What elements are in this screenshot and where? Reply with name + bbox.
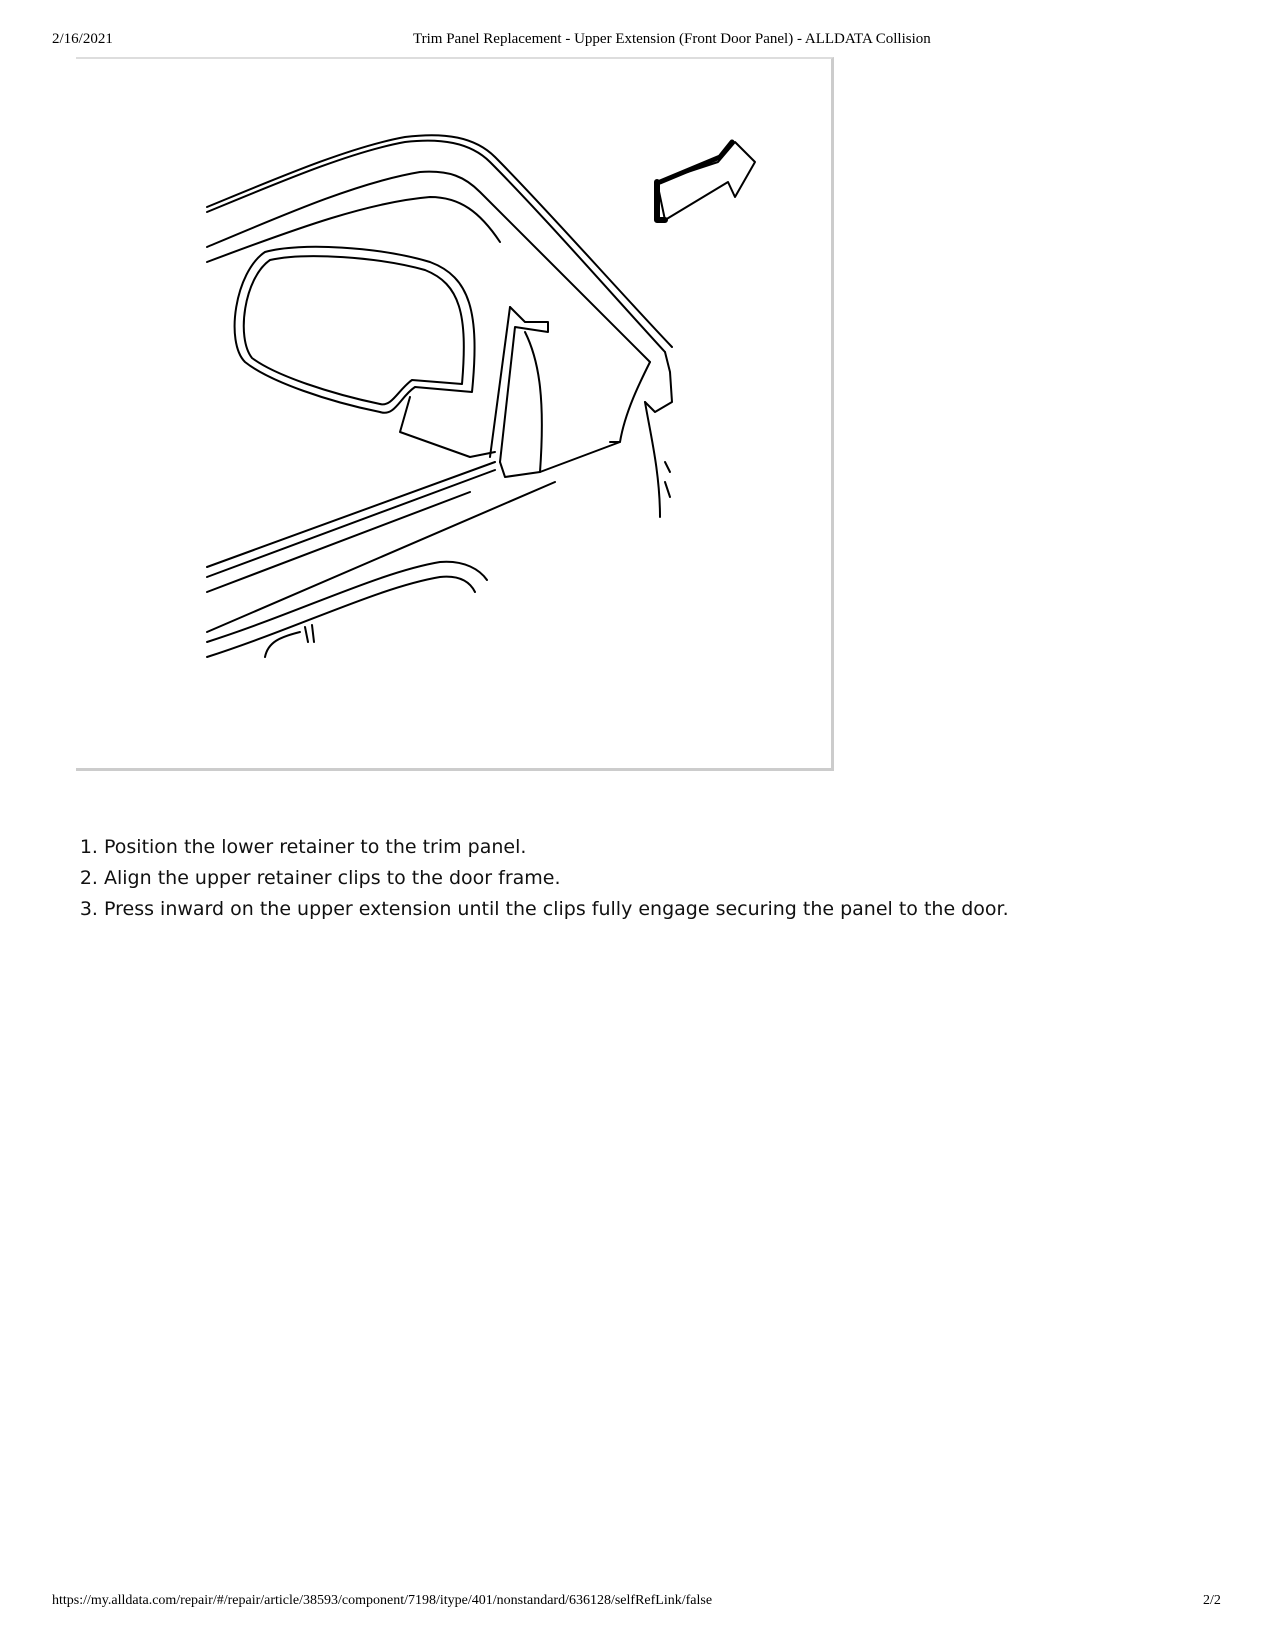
step-item: 2. Align the upper retainer clips to the door frame. bbox=[104, 863, 1009, 894]
instruction-steps bbox=[40, 832, 1009, 925]
door-upper-extension-illustration bbox=[76, 59, 831, 768]
print-date: 2/16/2021 bbox=[52, 31, 113, 47]
page-number: 2/2 bbox=[1203, 1593, 1221, 1608]
page-url: https://my.alldata.com/repair/#/repair/article/38593/component/7198/itype/401/nonstandard/636128/selfRefLink/false bbox=[52, 1593, 713, 1608]
illustration-frame bbox=[76, 57, 834, 771]
step-item: 3. Press inward on the upper extension until the clips fully engage securing the panel to the door. bbox=[104, 894, 1009, 925]
page-title: Trim Panel Replacement - Upper Extension (Front Door Panel) - ALLDATA Collision bbox=[413, 31, 931, 47]
step-item: 1. Position the lower retainer to the trim panel. bbox=[104, 832, 1009, 863]
